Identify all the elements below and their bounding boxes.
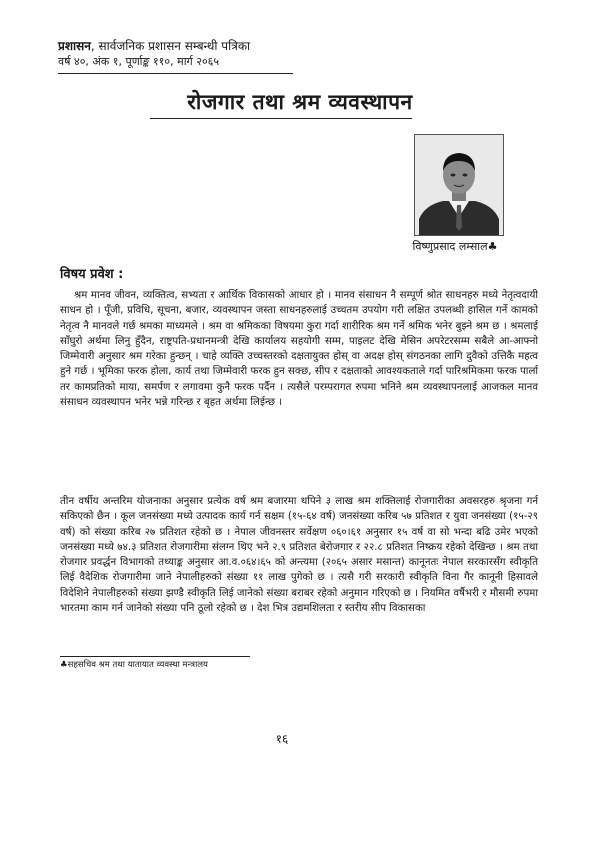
title-underline <box>150 118 412 119</box>
portrait-icon <box>415 135 503 235</box>
section-heading: विषय प्रवेश : <box>60 267 124 282</box>
paragraph-1: श्रम मानव जीवन, व्यक्तित्व, सभ्यता र आर्थिक विकासको आधार हो । मानव संसाधन नै सम्पूर्ण श्रोत साधनहरु मध्ये नेतृत्वदायी साधन हो । पूँजी, प्रविधि, सूचना, बजार, व्यवस्थापन जस्ता साधनहरुलाई उच्चतम उपयोग गरी लक्षित उपलब्धी हासिल गर्ने कामको नेतृत्व नै मानवले गर्छ श्रमका माध्यमले । श्रम वा श्रमिकका विषयमा कुरा गर्दा शारीरिक श्रम गर्ने श्रमिक भनेर बुझ्ने श्रम छ । श्रमलाई साँघुरो अर्थमा लिनु हुँदैन, राष्ट्रपति-प्रधानमन्त्री देखि कार्यालय सहयोगी सम्म, पाइलट देखि मेसिन अपरेटरसम्म सबैले आ-आफ्नो जिम्मेवारी अनुसार श्रम गरेका हुन्छन् । चाहे व्यक्ति उच्चस्तरको दक्षतायुक्त होस् वा अदक्ष होस् संगठनका लागि दुवैको उत्तिकै महत्व हुने गर्छ । भूमिका फरक होला, कार्य तथा जिम्मेवारी फरक हुन सक्छ, सीप र दक्षताको आवश्यकताले गर्दा पारिश्रमिकमा फरक पार्ला तर कामप्रतिको माया, समर्पण र लगावमा कुनै फरक पर्दैन । त्यसैले परम्परागत रुपमा भनिने श्रम व्यवस्थापनलाई आजकल मानव संसाधन व्यवस्थापन भनेर भन्ने गरिन्छ र बृहत अर्थमा लिईन्छ । <box>60 290 538 409</box>
journal-subtitle: , सार्वजनिक प्रशासन सम्बन्धी पत्रिका <box>90 39 251 53</box>
paragraph-2: तीन वर्षीय अन्तरिम योजनाका अनुसार प्रत्येक वर्ष श्रम बजारमा थपिने ३ लाख श्रम शक्तिलाई रोजगारीका अवसरहरु श्रृजना गर्न सकिएको छैन । कूल जनसंख्या मध्ये उत्पादक कार्य गर्न सक्षम (१५-६४ वर्ष) जनसंख्या करिब ५७ प्रतिशत र युवा जनसंख्या (१५-२९ वर्ष) को संख्या करिब २७ प्रतिशत रहेको छ । नेपाल जीवनस्तर सर्वेक्षण ०६०।६१ अनुसार १५ वर्ष वा सो भन्दा बढि उमेर भएको जनसंख्या मध्ये ७४.३ प्रतिशत रोजगारीमा संलग्न थिए भने २.९ प्रतिशत बेरोजगार र २२.८ प्रतिशत निष्क्रय रहेको देखिन्छ । श्रम तथा रोजगार प्रवर्द्धन विभागको तथ्याङ्क अनुसार आ.व.०६४।६५ को अन्त्यमा (२०६५ असार मसान्त) कानूनतः नेपाल सरकारसँग स्वीकृति लिई वैदेशिक रोजगारीमा जाने नेपालीहरुको संख्या ११ लाख पुगेको छ । त्यसै गरी सरकारी स्वीकृति विना गैर कानूनी हिसावले विदेशिने नेपालीहरुको संख्या झण्डै स्वीकृति लिई जानेको संख्या बराबर रहेको अनुमान गरिएको छ । नियमित वर्षैभरी र मौसमी रुपमा भारतमा काम गर्न जानेको संख्या पनि ठूलो रहेको छ । देश भित्र उद्यमशिलता र स्तरीय सीप विकासका <box>60 496 538 615</box>
footnote-rule <box>60 656 250 657</box>
author-name: विष्णुप्रसाद लम्साल♣ <box>412 240 498 253</box>
journal-name: प्रशासन <box>58 39 91 53</box>
page-number: १६ <box>275 732 289 746</box>
journal-header <box>58 38 478 74</box>
author-portrait-photo <box>414 134 504 236</box>
header-rule <box>58 73 293 74</box>
footnote: ♣सहसचिव श्रम तथा यातायात व्यवस्था मन्त्रालय <box>60 660 208 670</box>
article-title: रोजगार तथा श्रम व्यवस्थापन <box>187 90 413 114</box>
journal-title-line <box>58 38 478 54</box>
issue-info: वर्ष ४०, अंक १, पूर्णाङ्क ११०, मार्ग २०६५ <box>58 55 220 68</box>
